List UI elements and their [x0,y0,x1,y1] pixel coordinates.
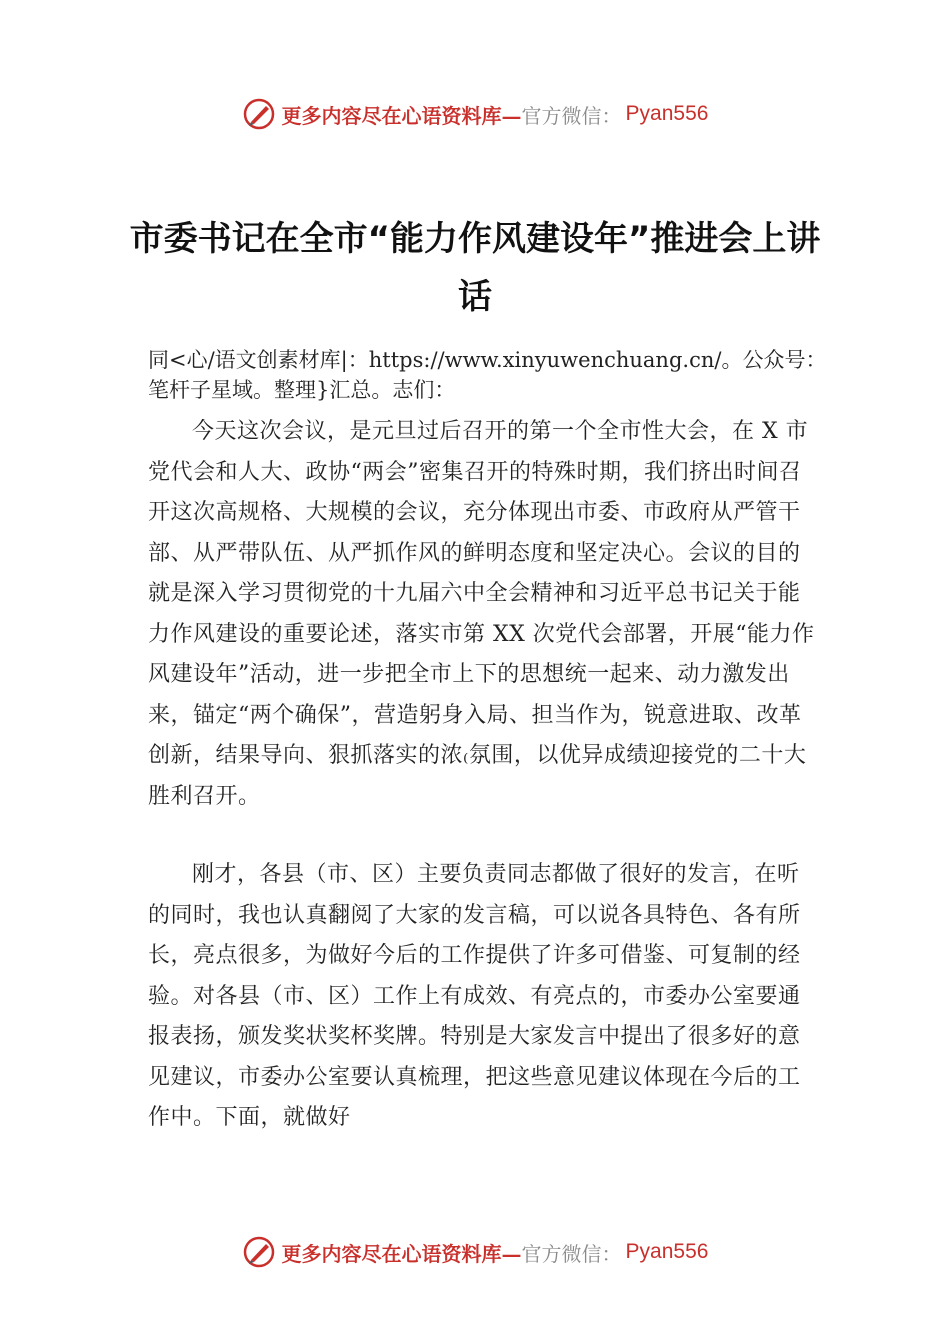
document-intro: 同<心/语文创素材库|：https://www.xinyuwenchuang.cn/。公众号：笔杆子星域。整理}汇总。志们： [148,348,827,402]
banner-wechat-id: Pyan556 [625,102,709,125]
banner-text: 更多内容尽在心语资料库— [281,103,522,128]
banner-wechat-label: 官方微信： [521,1241,622,1266]
pen-logo-icon [242,97,276,131]
footer-banner [0,1230,950,1274]
document-title: 市委书记在全市“能力作风建设年”推进会上讲话 [129,219,821,317]
banner-wechat-id: Pyan556 [625,1240,709,1263]
pen-logo-icon [242,1235,276,1269]
paragraph: 今天这次会议，是元旦过后召开的第一个全市性大会，在 X 市党代会和人大、政协“两会”密集召开的特殊时期，我们挤出时间召开这次高规格、大规模的会议，充分体现出市委、市政府从严管干部、从严带队伍、从严抓作风的鲜明态度和坚定决心。会议的目的就是深入学习贯彻党的十九届六中全会精神和习近平总书记关于能力作风建设的重要论述，落实市第 XX 次党代会部署，开展“能力作风建设年”活动，进一步把全市上下的思想统一起来、动力激发出来，锚定“两个确保”，营造躬身入局、担当作为，锐意进取、改革创新，结果导向、狠抓落实的浓₍氛围，以优异成绩迎接党的二十大胜利召开。 [148,419,815,809]
header-banner [0,92,950,136]
banner-text: 更多内容尽在心语资料库— [281,1241,522,1266]
paragraph: 刚才，各县（市、区）主要负责同志都做了很好的发言，在听的同时，我也认真翻阅了大家的发言稿，可以说各具特色、各有所长，亮点很多，为做好今后的工作提供了许多可借鉴、可复制的经验。对各县（市、区）工作上有成效、有亮点的，市委办公室要通报表扬，颁发奖状奖杯奖牌。特别是大家发言中提出了很多好的意见建议，市委办公室要认真梳理，把这些意见建议体现在今后的工作中。下面，就做好 [148,862,801,1130]
banner-wechat-label: 官方微信： [521,103,622,128]
